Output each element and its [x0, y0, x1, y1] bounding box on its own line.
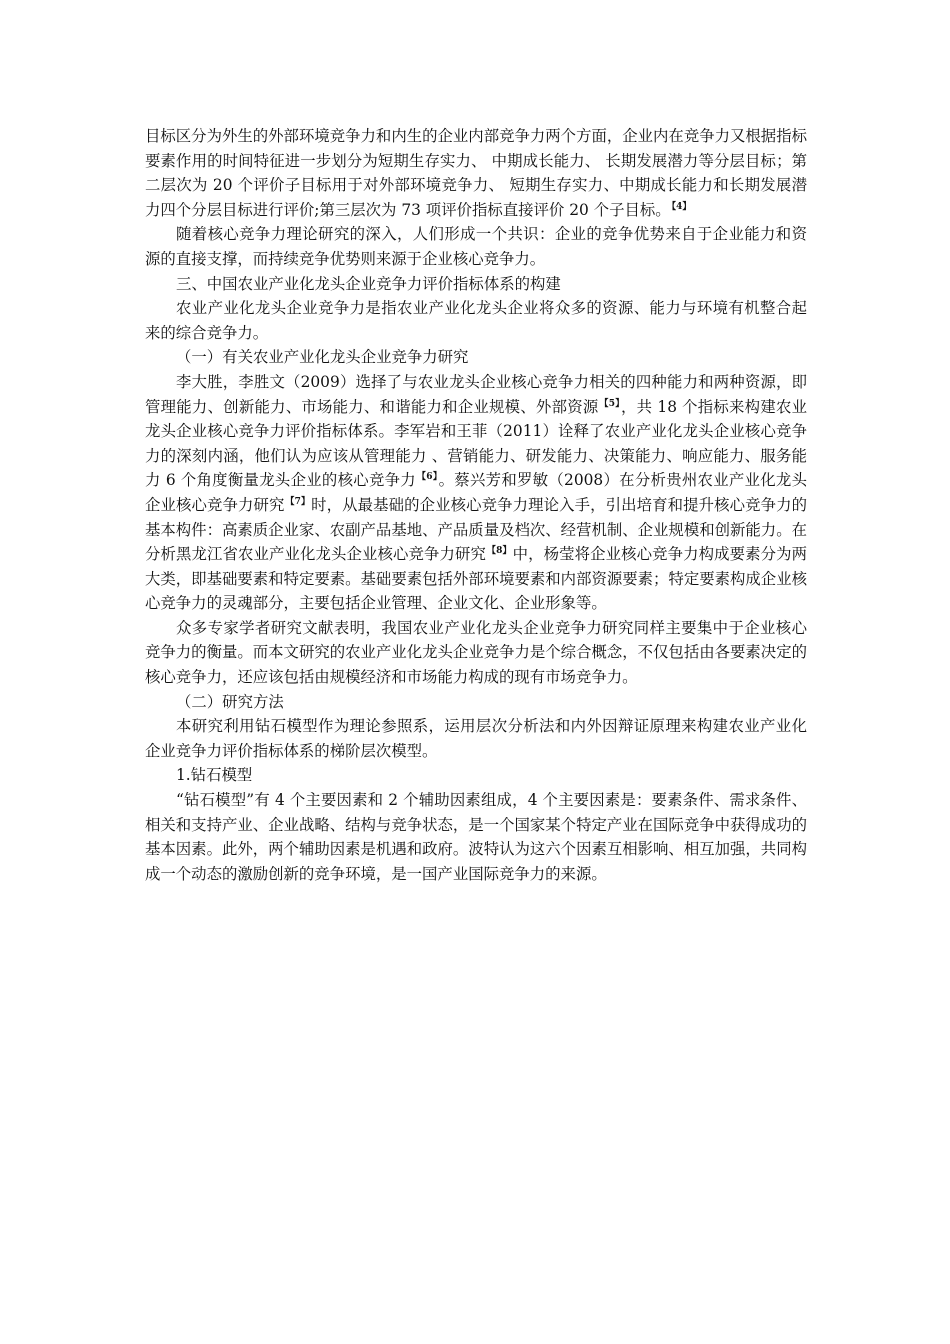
text-segment: 时，从最基础的企业核心竞争力理论入手，引出培育和提升核心竞争力的基本构件：高素质企业家、农副产品基地、产品质量及档次、经营机制、企业规模和创新能力。在分析黑龙江省农业产业化龙头企业核心竞争力研究	[145, 495, 807, 564]
text-segment: 目标区分为外生的外部环境竞争力和内生的企业内部竞争力两个方面，企业内在竞争力又根据指标要素作用的时间特征进一步划分为短期生存实力、 中期成长能力、 长期发展潜力等分层目标；第二层次为 20 个评价子目标用于对外部环境竞争力、 短期生存实力、中期成长能力和长期发展潜力四个分层目标进行评价;第三层次为 73 项评价指标直接评价 20 个子目标。	[145, 127, 807, 219]
text-segment: 。蔡兴芳和罗敏（2008）在分析贵州农业产业化龙头企业核心竞争力研究	[145, 471, 807, 514]
paragraph-literature-review	[145, 370, 807, 616]
text-segment: 农业产业化龙头企业竞争力是指农业产业化龙头企业将众多的资源、能力与环境有机整合起来的综合竞争力。	[145, 299, 807, 342]
citation-ref-5: 【5】	[599, 398, 620, 409]
subsection-heading-1	[145, 345, 807, 370]
text-segment: ，共 18 个指标来构建农业龙头企业核心竞争力评价指标体系。李军岩和王菲（2011）诠释了农业产业化龙头企业核心竞争力的深刻内涵，他们认为应该从管理能力 、营销能力、研发能力、决策能力、响应能力、服务能力 6 个角度衡量龙头企业的核心竞争力	[145, 397, 807, 490]
document-body	[145, 124, 807, 886]
text-segment: 随着核心竞争力理论研究的深入，人们形成一个共识：企业的竞争优势来自于企业能力和资源的直接支撑，而持续竞争优势则来源于企业核心竞争力。	[145, 225, 807, 268]
text-segment: “钻石模型”有 4 个主要因素和 2 个辅助因素组成，4 个主要因素是：要素条件、需求条件、相关和支持产业、企业战略、结构与竞争状态，是一个国家某个特定产业在国际竞争中获得成功的基本因素。此外，两个辅助因素是机遇和政府。波特认为这六个因素互相影响、相互加强，共同构成一个动态的激励创新的竞争环境，是一国产业国际竞争力的来源。	[145, 791, 807, 883]
section-heading-3	[145, 272, 807, 297]
text-segment: 李大胜，李胜文（2009）选择了与农业龙头企业核心竞争力相关的四种能力和两种资源，即管理能力、创新能力、市场能力、和谐能力和企业规模、外部资源	[145, 372, 807, 416]
text-segment: 本研究利用钻石模型作为理论参照系，运用层次分析法和内外因辩证原理来构建农业产业化企业竞争力评价指标体系的梯阶层次模型。	[145, 717, 807, 760]
paragraph-core-competence	[145, 222, 807, 271]
citation-ref-7: 【7】	[285, 496, 311, 507]
subsection-heading-2	[145, 690, 807, 715]
subsubsection-heading-diamond-model	[145, 763, 807, 788]
heading-text: （一）有关农业产业化龙头企业竞争力研究	[176, 348, 469, 367]
citation-ref-6: 【6】	[416, 472, 438, 483]
paragraph-definition	[145, 296, 807, 345]
paragraph-diamond-model	[145, 788, 807, 886]
paragraph-summary	[145, 616, 807, 690]
paragraph-continued-hierarchy	[145, 124, 807, 222]
heading-text: 三、中国农业产业化龙头企业竞争力评价指标体系的构建	[176, 274, 561, 293]
text-segment: 众多专家学者研究文献表明，我国农业产业化龙头企业竞争力研究同样主要集中于企业核心竞争力的衡量。而本文研究的农业产业化龙头企业竞争力是个综合概念，不仅包括由各要素决定的核心竞争力，还应该包括由规模经济和市场能力构成的现有市场竞争力。	[145, 618, 807, 687]
citation-ref-4: 【4】	[671, 201, 692, 212]
citation-ref-8: 【8】	[487, 546, 512, 557]
text-segment: 中，杨莹将企业核心竞争力构成要素分为两大类，即基础要素和特定要素。基础要素包括外部环境要素和内部资源要素；特定要素构成企业核心竞争力的灵魂部分，主要包括企业管理、企业文化、企业形象等。	[145, 545, 807, 613]
heading-text: （二）研究方法	[176, 692, 284, 711]
paragraph-method	[145, 714, 807, 763]
heading-text: 1.钻石模型	[176, 766, 253, 785]
